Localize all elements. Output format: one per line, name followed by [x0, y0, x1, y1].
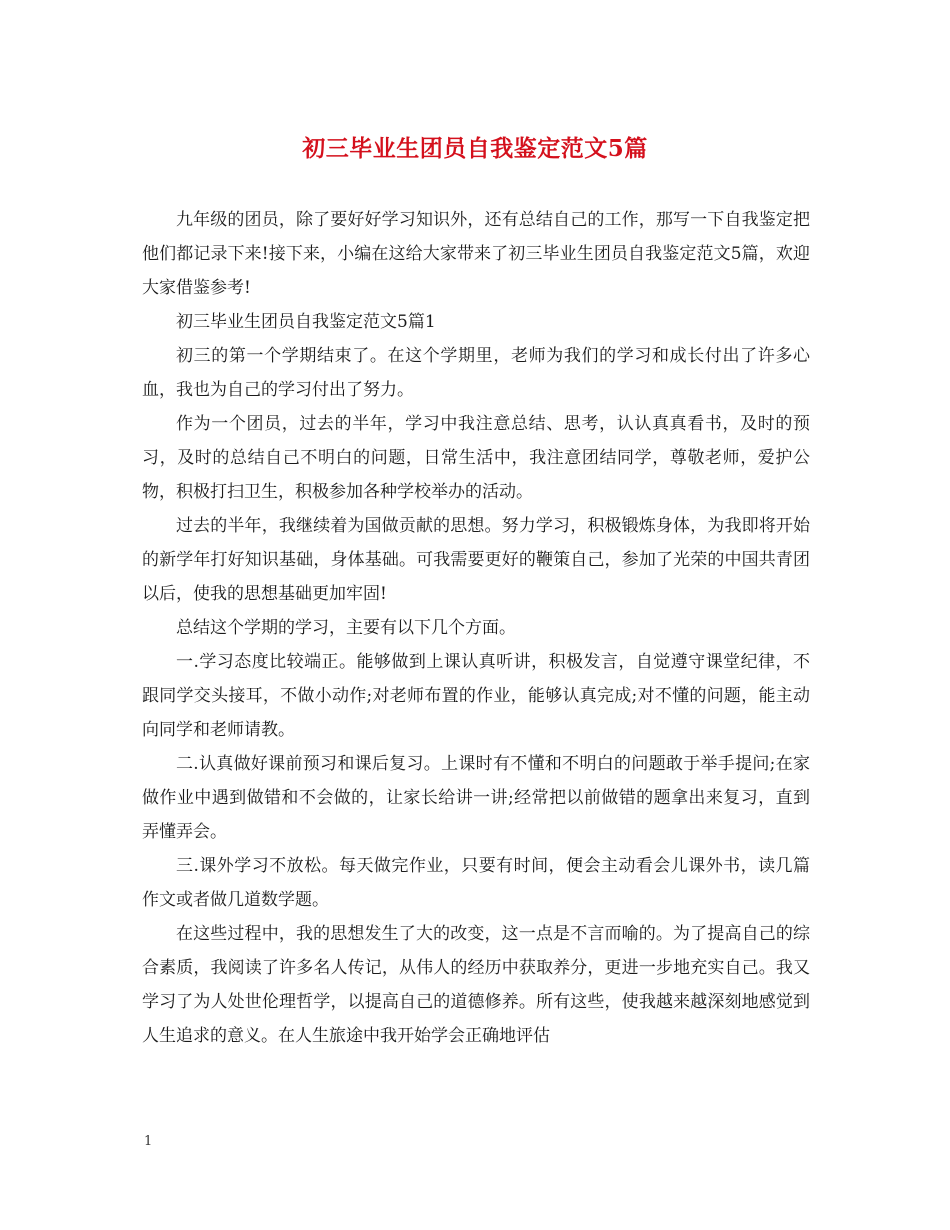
section-heading: 初三毕业生团员自我鉴定范文5篇1 [176, 312, 436, 332]
paragraph: 过去的半年，我继续着为国做贡献的思想。努力学习，积极锻炼身体，为我即将开始的新学年打好知识基础，身体基础。可我需要更好的鞭策自己，参加了光荣的中国共青团以后，使我的思想基础更加牢固! [142, 516, 810, 604]
list-item-paragraph: 二.认真做好课前预习和课后复习。上课时有不懂和不明白的问题敢于举手提问;在家做作业中遇到做错和不会做的，让家长给讲一讲;经常把以前做错的题拿出来复习，直到弄懂弄会。 [142, 754, 810, 842]
paragraph: 总结这个学期的学习，主要有以下几个方面。 [176, 618, 516, 638]
list-item-paragraph: 三.课外学习不放松。每天做完作业，只要有时间，便会主动看会儿课外书，读几篇作文或者做几道数学题。 [142, 856, 810, 910]
document-title: 初三毕业生团员自我鉴定范文5篇 [302, 135, 648, 162]
list-item-paragraph: 一.学习态度比较端正。能够做到上课认真听讲，积极发言，自觉遵守课堂纪律，不跟同学交头接耳，不做小动作;对老师布置的作业，能够认真完成;对不懂的问题，能主动向同学和老师请教。 [142, 652, 810, 740]
page-number: 1 [144, 1134, 153, 1149]
paragraph-intro: 九年级的团员，除了要好好学习知识外，还有总结自己的工作，那写一下自我鉴定把他们都记录下来!接下来，小编在这给大家带来了初三毕业生团员自我鉴定范文5篇，欢迎大家借鉴参考! [142, 210, 810, 298]
paragraph: 初三的第一个学期结束了。在这个学期里，老师为我们的学习和成长付出了许多心血，我也为自己的学习付出了努力。 [142, 346, 810, 400]
paragraph: 在这些过程中，我的思想发生了大的改变，这一点是不言而喻的。为了提高自己的综合素质，我阅读了许多名人传记，从伟人的经历中获取养分，更进一步地充实自己。我又学习了为人处世伦理哲学，以提高自己的道德修养。所有这些，使我越来越深刻地感觉到人生追求的意义。在人生旅途中我开始学会正确地评估 [142, 924, 810, 1046]
paragraph: 作为一个团员，过去的半年，学习中我注意总结、思考，认认真真看书，及时的预习，及时的总结自己不明白的问题，日常生活中，我注意团结同学，尊敬老师，爱护公物，积极打扫卫生，积极参加各种学校举办的活动。 [142, 414, 810, 502]
document-body [142, 203, 810, 1053]
